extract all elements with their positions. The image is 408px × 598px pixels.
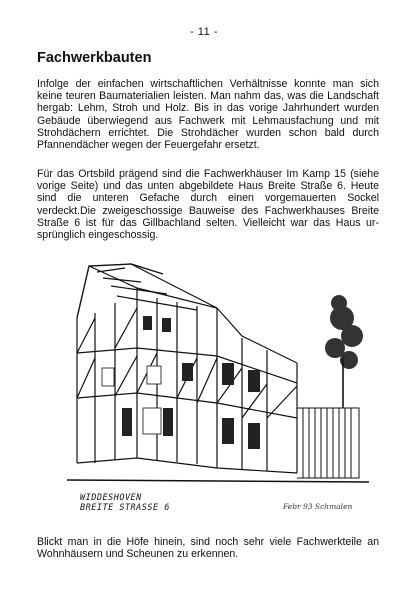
illustration-caption-address: BREITE STRASSE 6 (80, 503, 170, 513)
half-timbered-house-drawing (67, 258, 369, 520)
page-title: Fachwerkbauten (37, 50, 152, 66)
artist-signature: Febr 93 Schmalen (283, 502, 353, 511)
illustration-caption-place: WIDDESHOVEN (80, 493, 142, 503)
paragraph-hoefe: Blickt man in die Höfe hinein, sind noch sehr viele Fachwerkteile an Wohnhäusern und Scheunen zu erkennen. (37, 536, 379, 561)
paragraph-ortsbild: Für das Ortsbild prägend sind die Fachwerkhäuser Im Kamp 15 (siehe vorige Seite) und das unten abgebildete Haus Breite Straße 6. Heute sind die unteren Gefache durch einen vorgemauerten Sockel verdeckt.Die zweigeschossige Bauweise des Fachwerkhauses Breite Straße 6 ist für das Gillbachland selten. Vielleicht war das Haus ursprünglich eingeschossig. (37, 168, 379, 242)
page-number: - 11 - (190, 26, 218, 38)
paragraph-intro: Infolge der einfachen wirtschaftlichen Verhältnisse konnte man sich keine teuren Baumaterialien leisten. Man nahm das, was die Landschaft hergab: Lehm, Stroh und Holz. Bis in das vorige Jahrhundert wurden Gebäude überwiegend aus Fachwerk mit Lehmausfachung und mit Strohdächern errichtet. Die Strohdächer wurden schon bald durch Pfannendächer wegen der Feuergefahr ersetzt. (37, 78, 379, 152)
